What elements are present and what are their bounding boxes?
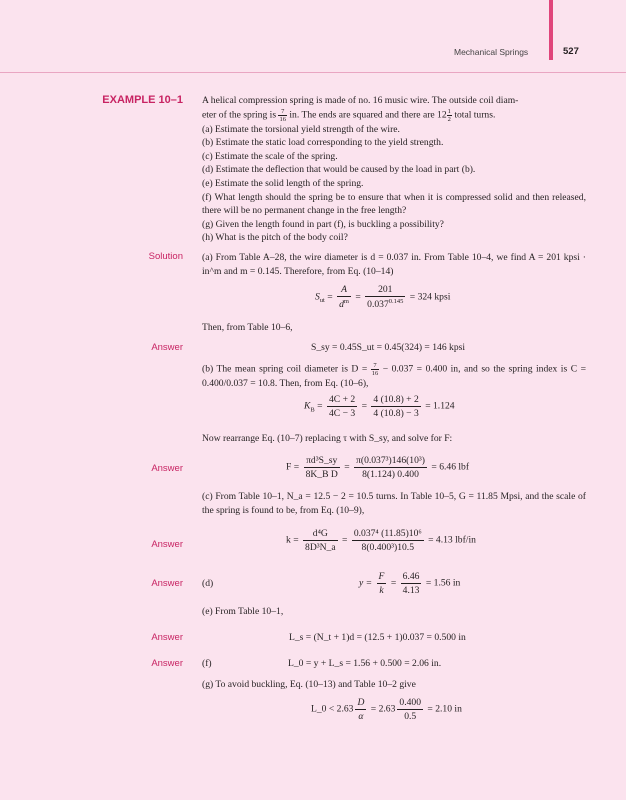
solution-part-e-text: (e) From Table 10–1,	[202, 606, 284, 617]
answer-label-c: Answer	[151, 539, 183, 550]
answer-label-f: Answer	[151, 658, 183, 669]
problem-statement	[202, 94, 586, 245]
od-fraction: $\frac{7}{16}$	[279, 107, 286, 123]
eq-y: y = $\frac{F}{k}$ = $\frac{6.46}{4.13}$ = 1.56 in	[359, 571, 461, 596]
eq-k: k = $\frac{\text{d⁴G}}{\text{8D³N\_a}}$ = $\frac{\text{0.037⁴ (11.85)10⁶}}{\text{8(0.400³)10.5}}$ = 4.13 lbf/in	[286, 528, 476, 553]
part-d: (d) Estimate the deflection that would be caused by the load in part (b).	[202, 164, 476, 176]
example-label: EXAMPLE 10–1	[102, 94, 183, 106]
part-d-label: (d)	[202, 578, 214, 589]
page-number: 527	[563, 46, 579, 57]
answer-label-e: Answer	[151, 632, 183, 643]
part-b: (b) Estimate the static load corresponding to the yield strength.	[202, 137, 444, 149]
eq-ls: L_s = (N_t + 1)d = (12.5 + 1)0.037 = 0.500 in	[289, 632, 466, 643]
part-e: (e) Estimate the solid length of the spring.	[202, 177, 364, 189]
eq-kb: $K_B$ = $\frac{4C + 2}{4C - 3}$ = $\frac{4 (10.8) + 2}{4 (10.8) - 3}$ = 1.124	[304, 394, 455, 419]
part-f-label: (f)	[202, 658, 212, 669]
solution-part-c-text: (c) From Table 10–1, N_a = 12.5 − 2 = 10.5 turns. In Table 10–5, G = 11.85 Mpsi, and the scale of the spring is found to be, from Eq. (10–9),	[202, 491, 586, 516]
intro-line-2: eter of the spring is $\frac{7}{16}$ in. The ends are squared and there are 12 $\frac{1}{2}$ total turns.	[202, 107, 496, 123]
header-accent-bar	[549, 0, 553, 60]
eq-sut: $S_{ut}$ = $\frac{A}{d^m}$ = $\frac{201}{0.037^{0.145}}$ = 324 kpsi	[315, 284, 451, 311]
then-text: Then, from Table 10–6,	[202, 322, 293, 333]
turns-fraction: $\frac{1}{2}$	[447, 107, 451, 123]
answer-label-a: Answer	[151, 342, 183, 353]
solution-part-b-text: (b) The mean spring coil diameter is D = $\frac{7}{16}$ − 0.037 = 0.400 in, and so the spring index is C = 0.400/0.037 = 10.8. Then, from Eq. (10–6),	[202, 362, 586, 389]
solution-part-g-text: (g) To avoid buckling, Eq. (10–13) and Table 10–2 give	[202, 679, 416, 690]
intro-line-1: A helical compression spring is made of no. 16 music wire. The outside coil diam-	[202, 95, 519, 106]
solution-part-a-text: (a) From Table A–28, the wire diameter is d = 0.037 in. From Table 10–4, we find A = 201 kpsi · in^m and m = 0.145. Therefore, from Eq. (10–14)	[202, 252, 586, 277]
answer-label-d: Answer	[151, 578, 183, 589]
header-divider	[0, 72, 626, 73]
eq-f: F = $\frac{\text{πd³S\_sy}}{\text{8K\_B D}}$ = $\frac{\text{π(0.037³)146(10³)}}{8(1.124) 0.400}$ = 6.46 lbf	[286, 455, 470, 480]
eq-buckling: L_0 < 2.63 $\frac{D}{\alpha}$ = 2.63 $\frac{0.400}{0.5}$ = 2.10 in	[311, 697, 462, 722]
eq-l0: L_0 = y + L_s = 1.56 + 0.500 = 2.06 in.	[288, 658, 442, 669]
running-title: Mechanical Springs	[454, 47, 529, 57]
part-c: (c) Estimate the scale of the spring.	[202, 150, 338, 162]
solution-label: Solution	[148, 251, 183, 262]
part-f: (f) What length should the spring be to ensure that when it is compressed solid and then released, there will be no permanent change in the free length?	[202, 191, 586, 217]
part-a: (a) Estimate the torsional yield strength of the wire.	[202, 123, 400, 135]
answer-label-b: Answer	[151, 463, 183, 474]
part-g: (g) Given the length found in part (f), is buckling a possibility?	[202, 218, 444, 230]
page-header	[0, 0, 626, 72]
part-h: (h) What is the pitch of the body coil?	[202, 232, 348, 244]
eq-ssy: S_sy = 0.45S_ut = 0.45(324) = 146 kpsi	[311, 342, 466, 353]
rearrange-text: Now rearrange Eq. (10–7) replacing τ with S_sy, and solve for F:	[202, 433, 453, 444]
